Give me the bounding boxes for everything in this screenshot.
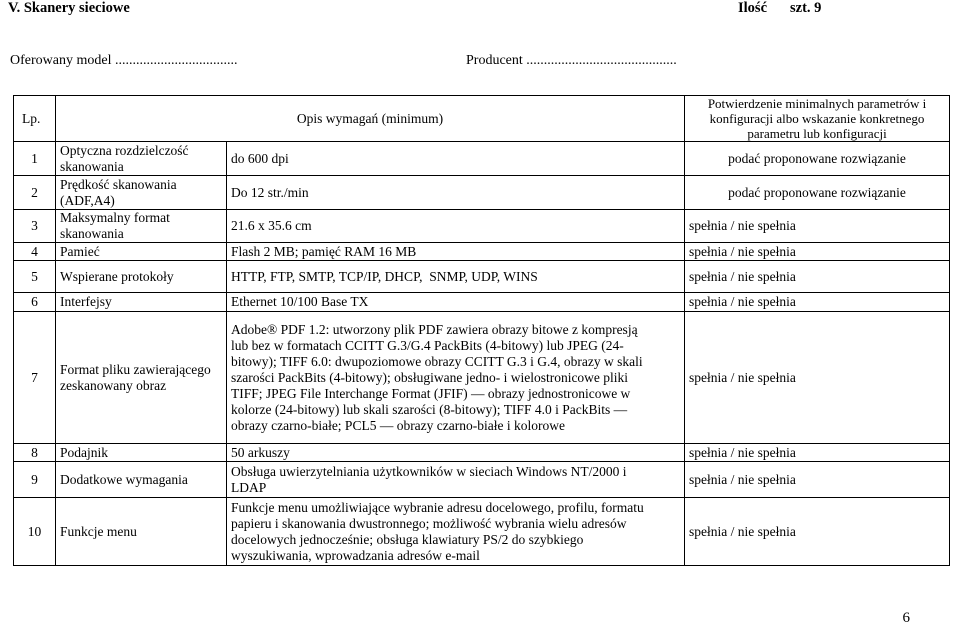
row-number: 2 xyxy=(14,176,56,210)
table-row xyxy=(14,176,950,210)
confirmation-field[interactable]: spełnia / nie spełnia xyxy=(685,243,950,261)
requirement-text: Flash 2 MB; pamięć RAM 16 MB xyxy=(227,243,685,261)
table-row xyxy=(14,462,950,498)
param-name: Prędkość skanowania (ADF,A4) xyxy=(56,176,227,210)
requirement-text: 50 arkuszy xyxy=(227,444,685,462)
page-number: 6 xyxy=(902,610,910,626)
row-number: 6 xyxy=(14,293,56,312)
row-number: 3 xyxy=(14,210,56,243)
param-name: Podajnik xyxy=(56,444,227,462)
table-row xyxy=(14,312,950,444)
confirmation-field[interactable]: spełnia / nie spełnia xyxy=(685,498,950,566)
table-header-row xyxy=(14,96,950,142)
table-row xyxy=(14,261,950,293)
row-number: 10 xyxy=(14,498,56,566)
confirmation-field[interactable]: spełnia / nie spełnia xyxy=(685,261,950,293)
col-header-requirements: Opis wymagań (minimum) xyxy=(56,96,685,142)
confirmation-field[interactable]: podać proponowane rozwiązanie xyxy=(685,176,950,210)
table-row xyxy=(14,293,950,312)
col-header-confirmation: Potwierdzenie minimalnych parametrów i konfiguracji albo wskazanie konkretnego parametru lub konfiguracji xyxy=(685,96,950,142)
quantity-value: szt. 9 xyxy=(790,0,822,16)
confirmation-field[interactable]: spełnia / nie spełnia xyxy=(685,312,950,444)
table-row xyxy=(14,142,950,176)
param-name: Optyczna rozdzielczość skanowania xyxy=(56,142,227,176)
row-number: 9 xyxy=(14,462,56,498)
confirmation-field[interactable]: spełnia / nie spełnia xyxy=(685,462,950,498)
row-number: 1 xyxy=(14,142,56,176)
offered-model-field[interactable]: Oferowany model ................................... xyxy=(10,53,238,68)
table-row xyxy=(14,498,950,566)
producer-field[interactable]: Producent ........................................... xyxy=(466,53,677,68)
param-name: Wspierane protokoły xyxy=(56,261,227,293)
col-header-lp: Lp. xyxy=(14,96,56,142)
confirmation-field[interactable]: spełnia / nie spełnia xyxy=(685,293,950,312)
param-name: Dodatkowe wymagania xyxy=(56,462,227,498)
table-row xyxy=(14,444,950,462)
table-row xyxy=(14,243,950,261)
requirement-text: Ethernet 10/100 Base TX xyxy=(227,293,685,312)
quantity-label: Ilość xyxy=(738,0,767,16)
confirmation-field[interactable]: spełnia / nie spełnia xyxy=(685,444,950,462)
requirement-text: Do 12 str./min xyxy=(227,176,685,210)
requirement-text: HTTP, FTP, SMTP, TCP/IP, DHCP, SNMP, UDP, WINS xyxy=(227,261,685,293)
requirement-text: Adobe® PDF 1.2: utworzony plik PDF zawiera obrazy bitowe z kompresją lub bez w formatach CCITT G.3/G.4 PackBits (4-bitowy) lub JPEG (24-bitowy); TIFF 6.0: dwupoziomowe obrazy CCITT G.3 i G.4, obrazy w skali szarości PackBits (4-bitowy); obsługiwane jedno- i wielostronicowe pliki TIFF; JPEG File Interchange Format (JFIF) — obrazy jednostronicowe w kolorze (24-bitowy) lub skali szarości (8-bitowy); TIFF 4.0 i PackBits — obrazy czarno-białe; PCL5 — obrazy czarno-białe i kolorowe xyxy=(227,312,685,444)
confirmation-field[interactable]: podać proponowane rozwiązanie xyxy=(685,142,950,176)
row-number: 7 xyxy=(14,312,56,444)
table-row xyxy=(14,210,950,243)
param-name: Format pliku zawierającego zeskanowany obraz xyxy=(56,312,227,444)
section-title: V. Skanery sieciowe xyxy=(8,0,130,16)
requirement-text: Obsługa uwierzytelniania użytkowników w sieciach Windows NT/2000 i LDAP xyxy=(227,462,685,498)
requirement-text: 21.6 x 35.6 cm xyxy=(227,210,685,243)
confirmation-field[interactable]: spełnia / nie spełnia xyxy=(685,210,950,243)
requirement-text: do 600 dpi xyxy=(227,142,685,176)
requirement-text: Funkcje menu umożliwiające wybranie adresu docelowego, profilu, formatu papieru i skanowania dwustronnego; możliwość wybrania wielu adresów docelowych jednocześnie; obsługa klawiatury PS/2 do szybkiego wyszukiwania, wprowadzania adresów e-mail xyxy=(227,498,685,566)
row-number: 4 xyxy=(14,243,56,261)
param-name: Interfejsy xyxy=(56,293,227,312)
row-number: 8 xyxy=(14,444,56,462)
row-number: 5 xyxy=(14,261,56,293)
param-name: Pamieć xyxy=(56,243,227,261)
specification-table xyxy=(13,95,950,566)
param-name: Maksymalny format skanowania xyxy=(56,210,227,243)
param-name: Funkcje menu xyxy=(56,498,227,566)
